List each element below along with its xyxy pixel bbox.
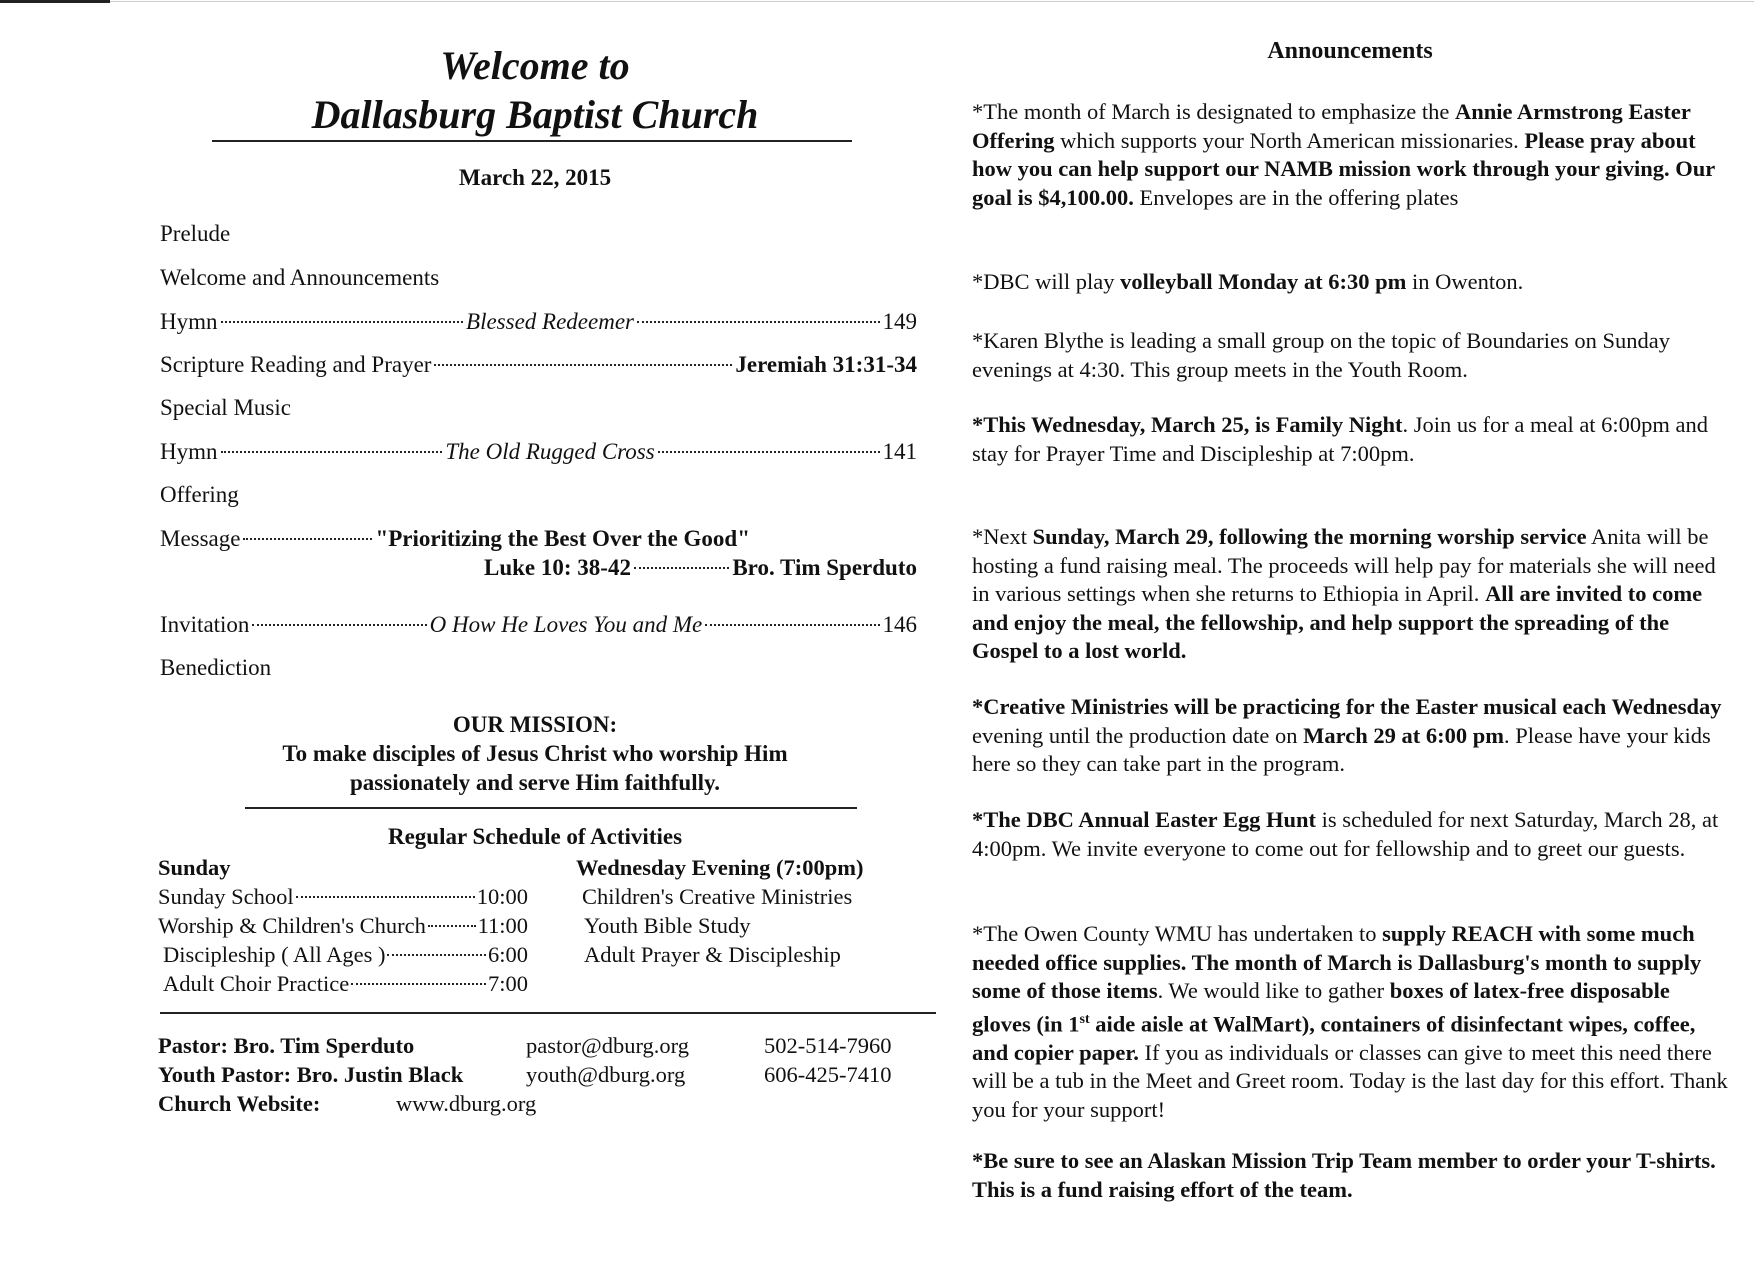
text-bold: Please pray about how you can help support our NAMB mission work through your giving. Our goal is $4,100.00. — [972, 127, 1715, 210]
schedule-row — [158, 940, 528, 969]
youth-pastor-phone: 606-425-7410 — [764, 1062, 892, 1087]
text-bold: supply REACH with some much needed office supplies. The month of March is Dallasburg's month to supply some of those items — [972, 921, 1702, 1004]
text-bold: *Be sure to see an Alaskan Mission Trip Team member to order your T-shirts. This is a fund raising effort of the team. — [972, 1148, 1716, 1202]
schedule-row — [158, 911, 528, 940]
pastor-email[interactable]: pastor@dburg.org — [526, 1033, 690, 1058]
wednesday-item: Youth Bible Study — [584, 913, 751, 938]
schedule-row — [158, 882, 528, 911]
dot-leader — [296, 896, 475, 898]
welcome-announcements: Welcome and Announcements — [160, 265, 440, 290]
announcement-small-group — [972, 327, 1732, 384]
dot-leader — [637, 321, 880, 323]
message-row — [160, 526, 750, 552]
text: *The Owen County WMU has undertaken to — [972, 921, 1383, 946]
title-line1: Welcome to — [440, 43, 630, 88]
superscript: st — [1079, 1011, 1090, 1027]
text-bold: *The DBC Annual Easter Egg Hunt — [972, 807, 1317, 832]
text: *Next — [972, 524, 1033, 549]
schedule-item-name: Adult Choir Practice — [163, 971, 350, 996]
schedule-heading: Regular Schedule of Activities — [387, 824, 683, 849]
schedule-row — [158, 969, 528, 998]
scripture-label: Scripture Reading and Prayer — [160, 352, 432, 377]
announcement-volleyball — [972, 268, 1732, 297]
text: . Please have your kids here so they can take part in the program. — [972, 722, 1711, 777]
special-music: Special Music — [160, 395, 291, 420]
text: *Karen Blythe is leading a small group on the topic of Boundaries on Sunday evenings at 4:30. This group meets in the Youth Room. — [972, 328, 1670, 382]
schedule-item-name: Discipleship ( All Ages ) — [163, 942, 386, 967]
message-speaker: Bro. Tim Sperduto — [732, 555, 917, 580]
sunday-heading: Sunday — [158, 855, 231, 880]
text: evening until the production date on — [972, 722, 1304, 748]
text: Anita will be hosting a fund raising meal. The proceeds will help pay for materials she will need in various settings when she returns to Ethiopia in April. — [972, 524, 1716, 607]
title-line2: Dallasburg Baptist Church — [311, 92, 759, 137]
dot-leader — [221, 321, 464, 323]
hymn-1-number: 149 — [882, 309, 918, 334]
message-title: "Prioritizing the Best Over the Good" — [375, 526, 750, 551]
text-bold: *This Wednesday, March 25, is Family Night — [972, 412, 1403, 437]
scan-top-line — [0, 0, 110, 3]
text-bold: boxes of latex-free disposable gloves (in 1 — [972, 978, 1670, 1037]
pastor-phone: 502-514-7960 — [764, 1033, 892, 1058]
wednesday-schedule — [576, 853, 916, 969]
schedule-item-time: 7:00 — [487, 971, 528, 996]
announcement-fund-raising-meal — [972, 523, 1732, 666]
text: . We would like to gather — [1157, 978, 1390, 1004]
text-bold: Sunday, March 29, following the morning worship service — [1032, 524, 1587, 549]
benediction: Benediction — [160, 655, 272, 680]
text-bold: aide aisle at WalMart), containers of disinfectant wipes, coffee, and copier paper. — [972, 1011, 1696, 1065]
hymn-1-title: Blessed Redeemer — [466, 309, 634, 334]
schedule-item-name: Sunday School — [158, 884, 294, 909]
text: . Join us for a meal at 6:00pm and stay for Prayer Time and Discipleship at 7:00pm. — [972, 412, 1709, 466]
dot-leader — [658, 451, 880, 453]
website-link[interactable]: www.dburg.org — [396, 1091, 537, 1116]
website-label: Church Website: — [158, 1091, 321, 1116]
text: Envelopes are in the offering plates — [1133, 184, 1459, 210]
hymn-2-label: Hymn — [160, 439, 218, 464]
hymn-2-row — [160, 439, 917, 465]
message-label: Message — [160, 526, 241, 551]
announcement-egg-hunt — [972, 806, 1732, 863]
youth-pastor-email[interactable]: youth@dburg.org — [526, 1062, 686, 1087]
sunday-schedule — [158, 853, 528, 998]
announcement-family-night — [972, 411, 1732, 468]
text: which supports your North American missionaries. — [1054, 127, 1525, 153]
invitation-row — [160, 612, 917, 638]
announcement-annie-armstrong — [972, 98, 1732, 212]
announcement-alaskan-mission — [972, 1147, 1732, 1204]
text: is scheduled for next Saturday, March 28, at 4:00pm. We invite everyone to come out for fellowship and to greet our guests. — [972, 807, 1719, 861]
text-bold: Annie Armstrong Easter Offering — [972, 99, 1691, 153]
hymn-1-label: Hymn — [160, 309, 218, 334]
message-passage-row — [484, 555, 917, 581]
text-bold: *Creative Ministries will be practicing for the Easter musical each Wednesday — [972, 694, 1722, 719]
service-date: March 22, 2015 — [458, 165, 612, 190]
dot-leader — [434, 364, 732, 366]
scan-top-faint-line — [110, 1, 1754, 2]
dot-leader — [705, 624, 879, 626]
dot-leader — [387, 954, 486, 956]
wednesday-item: Children's Creative Ministries — [582, 884, 853, 909]
dot-leader — [634, 567, 729, 569]
announcement-creative-ministries — [972, 693, 1732, 779]
wednesday-item: Adult Prayer & Discipleship — [584, 942, 841, 967]
scripture-reference: Jeremiah 31:31-34 — [735, 352, 917, 377]
text-bold: All are invited to come and enjoy the meal, the fellowship, and help support the spreading of the Gospel to a lost world. — [972, 581, 1703, 664]
dot-leader — [221, 451, 443, 453]
dot-leader — [252, 624, 426, 626]
hymn-1-row — [160, 309, 917, 335]
text: in Owenton. — [1406, 269, 1524, 294]
hymn-2-title: The Old Rugged Cross — [445, 439, 655, 464]
schedule-item-time: 11:00 — [477, 913, 528, 938]
invitation-title: O How He Loves You and Me — [429, 612, 703, 637]
hymn-2-number: 141 — [882, 439, 918, 464]
dot-leader — [428, 925, 476, 927]
text: *DBC will play — [972, 269, 1121, 294]
title-rule — [212, 140, 852, 142]
invitation-label: Invitation — [160, 612, 250, 637]
schedule-item-name: Worship & Children's Church — [158, 913, 426, 938]
offering: Offering — [160, 482, 239, 507]
contacts-rule — [160, 1012, 936, 1014]
text-bold: March 29 at 6:00 pm — [1303, 722, 1504, 748]
schedule-item-time: 6:00 — [487, 942, 528, 967]
mission-heading: OUR MISSION: — [452, 712, 618, 737]
text: If you as individuals or classes can give to meet this need there will be a tub in the Meet and Greet room. Today is the last day for this effort. Thank you for your support! — [972, 1039, 1728, 1123]
scripture-row — [160, 352, 917, 378]
pastor-label: Pastor: Bro. Tim Sperduto — [158, 1033, 415, 1058]
text: *The month of March is designated to emphasize the — [972, 99, 1455, 124]
schedule-item-time: 10:00 — [476, 884, 528, 909]
prelude: Prelude — [160, 221, 231, 246]
dot-leader — [243, 538, 372, 540]
invitation-number: 146 — [882, 612, 917, 637]
dot-leader — [351, 983, 486, 985]
mission-line2: passionately and serve Him faithfully. — [350, 770, 720, 795]
mission-rule — [245, 807, 857, 809]
mission-line1: To make disciples of Jesus Christ who worship Him — [282, 741, 788, 766]
announcement-wmu-supplies — [972, 920, 1732, 1125]
text-bold: volleyball Monday at 6:30 pm — [1120, 269, 1407, 294]
message-passage: Luke 10: 38-42 — [484, 555, 631, 580]
youth-pastor-label: Youth Pastor: Bro. Justin Black — [158, 1062, 464, 1087]
announcements-heading: Announcements — [1267, 38, 1433, 64]
wednesday-heading: Wednesday Evening (7:00pm) — [576, 855, 864, 880]
